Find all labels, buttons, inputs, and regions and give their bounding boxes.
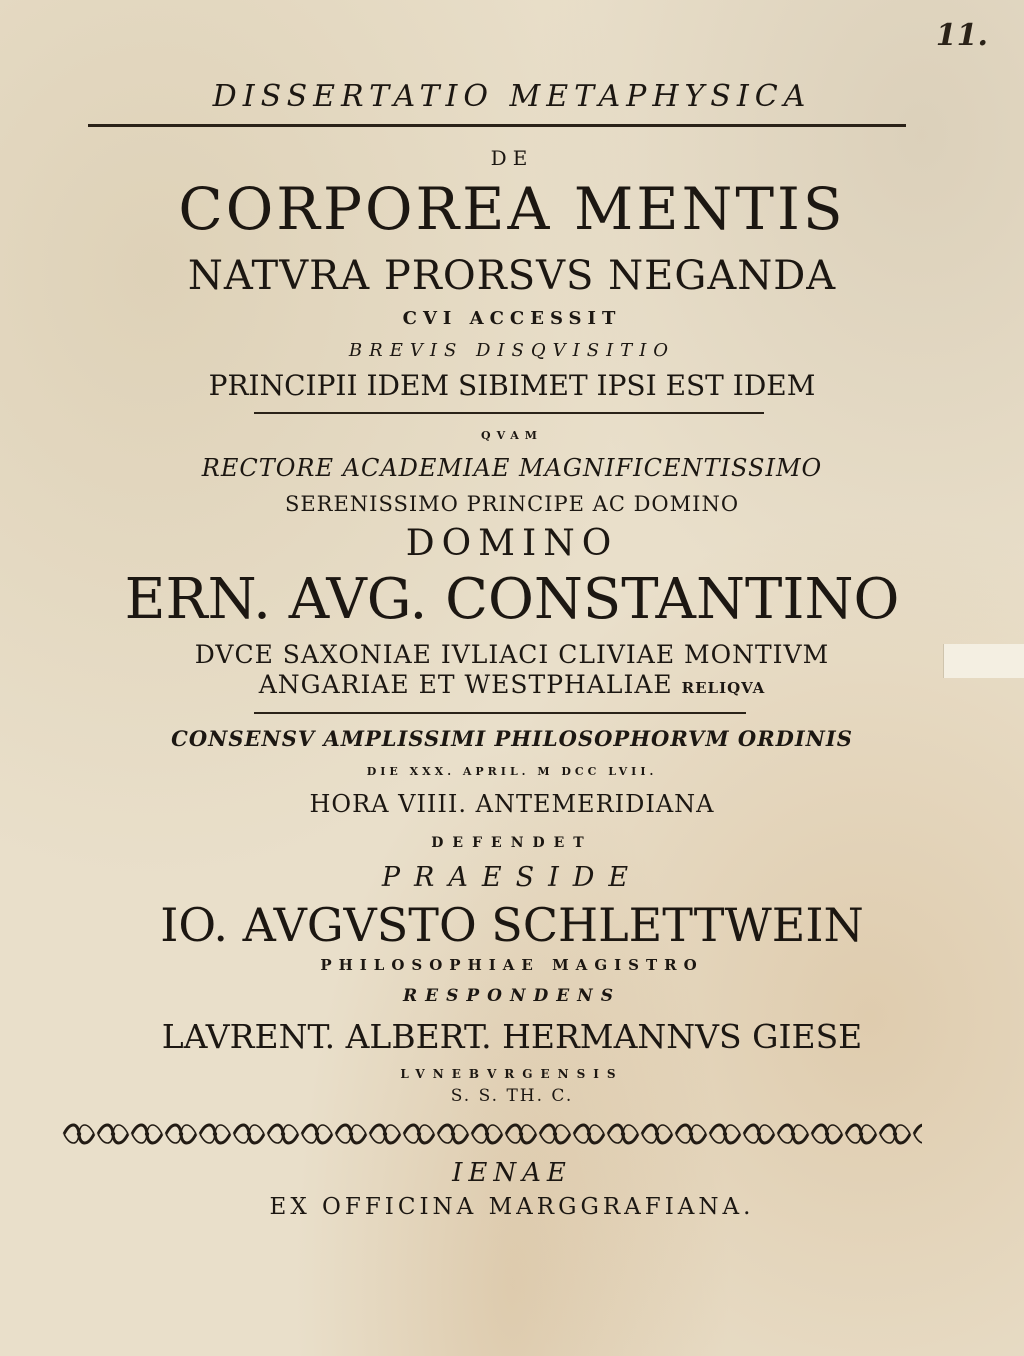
respondens-line: RESPONDENS [402,986,621,1006]
handwritten-number: 11. [935,18,988,53]
origin-line: LVNEBVRGENSIS [400,1067,624,1081]
subtitle-accessit: CVI ACCESSIT [402,308,622,329]
page-edge-tab [943,644,1024,678]
word-quam: QVAM [481,429,543,442]
subtitle-disquisitio: BREVIS DISQVISITIO [348,340,676,361]
praeses-name: IO. AVGVSTO SCHLETTWEIN [160,898,864,952]
dvce-line-1: DVCE SAXONIAE IVLIACI CLIVIAE MONTIVM [194,640,830,669]
hour-line: HORA VIIII. ANTEMERIDIANA [309,790,715,818]
princeps-line: SERENISSIMO PRINCIPE AC DOMINO [284,492,740,516]
degree-line: S. S. TH. C. [450,1086,574,1106]
dvce-line-2-reliqua: RELIQVA [681,679,766,697]
place-line: IENAE [452,1158,572,1188]
magistro-line: PHILOSOPHIAE MAGISTRO [320,956,704,974]
rule-middle-2 [254,712,746,714]
praeside-line: PRAESIDE [381,862,643,893]
main-title-line-1: CORPOREA MENTIS [178,175,846,243]
consensu-line: CONSENSV AMPLISSIMI PHILOSOPHORVM ORDINIS [171,726,853,751]
dvce-line-2-main: ANGARIAE ET WESTPHALIAE [258,670,673,699]
date-line: DIE XXX. APRIL. M DCC LVII. [366,765,658,778]
ornament-border [62,1120,922,1148]
dvce-line-2 [60,672,964,697]
subtitle-principle: PRINCIPII IDEM SIBIMET IPSI EST IDEM [208,369,816,402]
respondent-name: LAVRENT. ALBERT. HERMANNVS GIESE [161,1017,863,1056]
defendet-line: DEFENDET [431,835,593,851]
rector-line: RECTORE ACADEMIAE MAGNIFICENTISSIMO [201,454,823,482]
rector-name: ERN. AVG. CONSTANTINO [124,567,900,632]
rule-middle-1 [254,412,764,414]
printer-line: EX OFFICINA MARGGRAFIANA. [269,1194,755,1220]
rule-top [88,124,906,127]
series-heading: DISSERTATIO METAPHYSICA [212,79,812,114]
title-preposition: DE [490,146,534,170]
main-title-line-2: NATVRA PRORSVS NEGANDA [187,253,837,299]
domino-line: DOMINO [405,523,619,564]
